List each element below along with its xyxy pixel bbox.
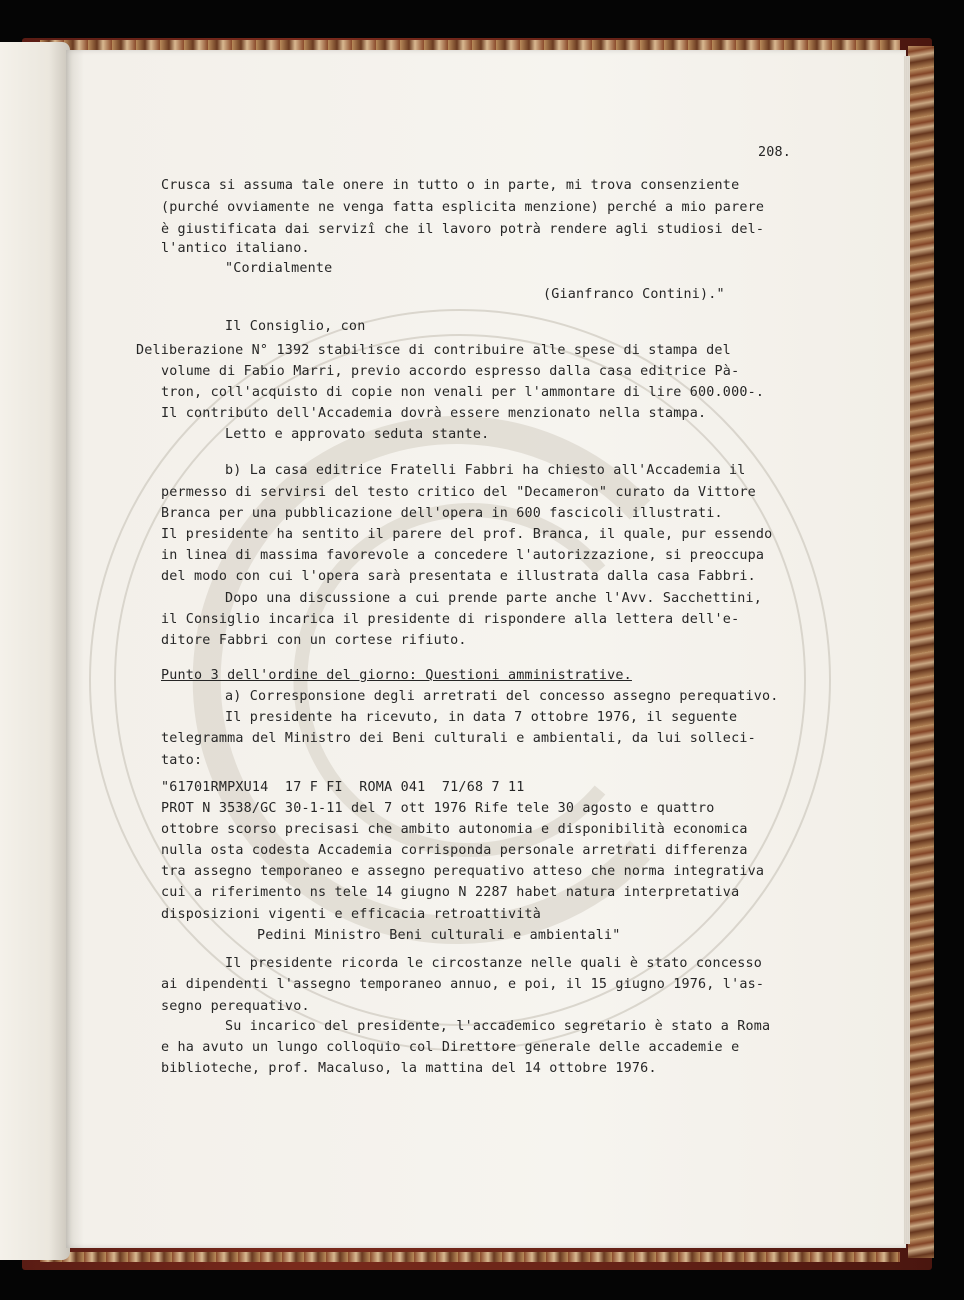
telegram-line: PROT N 3538/GC 30-1-11 del 7 ott 1976 Rife tele 30 agosto e quattro bbox=[161, 801, 715, 816]
page-number: 208. bbox=[758, 145, 792, 160]
text-line: biblioteche, prof. Macaluso, la mattina del 14 ottobre 1976. bbox=[161, 1061, 657, 1076]
text-line: Letto e approvato seduta stante. bbox=[225, 427, 490, 442]
marbled-edge-top bbox=[40, 40, 900, 50]
text-line: Il Consiglio, con bbox=[225, 319, 366, 334]
telegram-line: ottobre scorso precisasi che ambito autonomia e disponibilità economica bbox=[161, 822, 748, 837]
text-line: Branca per una pubblicazione dell'opera in 600 fascicoli illustrati. bbox=[161, 506, 723, 521]
text-line: ai dipendenti l'assegno temporaneo annuo, e poi, il 15 giugno 1976, l'as- bbox=[161, 977, 765, 992]
page-edges bbox=[904, 56, 910, 1244]
section-heading: Punto 3 dell'ordine del giorno: Questioni amministrative. bbox=[161, 668, 632, 683]
text-line: "Cordialmente bbox=[225, 261, 333, 276]
text-line: è giustificata dai servizî che il lavoro potrà rendere agli studiosi del- bbox=[161, 222, 765, 237]
marbled-edge-right bbox=[908, 46, 934, 1258]
text-line: tato: bbox=[161, 753, 203, 768]
text-line: tron, coll'acquisto di copie non venali per l'ammontare di lire 600.000-. bbox=[161, 385, 765, 400]
text-line: Dopo una discussione a cui prende parte anche l'Avv. Sacchettini, bbox=[225, 591, 763, 606]
text-line: Deliberazione N° 1392 stabilisce di contribuire alle spese di stampa del bbox=[136, 343, 731, 358]
text-line: e ha avuto un lungo colloquio col Direttore generale delle accademie e bbox=[161, 1040, 740, 1055]
signature-line: (Gianfranco Contini)." bbox=[543, 287, 725, 302]
telegram-line: cui a riferimento ns tele 14 giugno N 2287 habet natura interpretativa bbox=[161, 885, 740, 900]
text-line: Il presidente ha ricevuto, in data 7 ottobre 1976, il seguente bbox=[225, 710, 738, 725]
text-line: Il presidente ricorda le circostanze nelle quali è stato concesso bbox=[225, 956, 763, 971]
text-line: permesso di servirsi del testo critico del "Decameron" curato da Vittore bbox=[161, 485, 756, 500]
text-line: a) Corresponsione degli arretrati del concesso assegno perequativo. bbox=[225, 689, 779, 704]
text-line: Il contributo dell'Accademia dovrà essere menzionato nella stampa. bbox=[161, 406, 707, 421]
text-line: l'antico italiano. bbox=[161, 241, 310, 256]
left-page bbox=[0, 42, 70, 1260]
telegram-line: disposizioni vigenti e efficacia retroattività bbox=[161, 907, 542, 922]
text-line: telegramma del Ministro dei Beni culturali e ambientali, da lui solleci- bbox=[161, 731, 756, 746]
text-line: Crusca si assuma tale onere in tutto o in parte, mi trova consenziente bbox=[161, 178, 740, 193]
text-line: Su incarico del presidente, l'accademico segretario è stato a Roma bbox=[225, 1019, 771, 1034]
text-line: ditore Fabbri con un cortese rifiuto. bbox=[161, 633, 467, 648]
text-line: b) La casa editrice Fratelli Fabbri ha chiesto all'Accademia il bbox=[225, 463, 746, 478]
text-line: Il presidente ha sentito il parere del prof. Branca, il quale, pur essendo bbox=[161, 527, 773, 542]
text-line: segno perequativo. bbox=[161, 999, 310, 1014]
telegram-signature: Pedini Ministro Beni culturali e ambientali" bbox=[257, 928, 621, 943]
text-line: volume di Fabio Marri, previo accordo espresso dalla casa editrice Pà- bbox=[161, 364, 740, 379]
telegram-line: tra assegno temporaneo e assegno perequativo atteso che norma integrativa bbox=[161, 864, 765, 879]
telegram-line: "61701RMPXU14 17 F FI ROMA 041 71/68 7 11 bbox=[161, 780, 525, 795]
text-line: in linea di massima favorevole a concedere l'autorizzazione, si preoccupa bbox=[161, 548, 765, 563]
marbled-edge-bottom bbox=[40, 1252, 900, 1262]
telegram-line: nulla osta codesta Accademia corrisponda personale arretrati differenza bbox=[161, 843, 748, 858]
text-line: il Consiglio incarica il presidente di rispondere alla lettera dell'e- bbox=[161, 612, 740, 627]
text-line: del modo con cui l'opera sarà presentata e illustrata dalla casa Fabbri. bbox=[161, 569, 756, 584]
text-line: (purché ovviamente ne venga fatta esplicita menzione) perché a mio parere bbox=[161, 200, 765, 215]
